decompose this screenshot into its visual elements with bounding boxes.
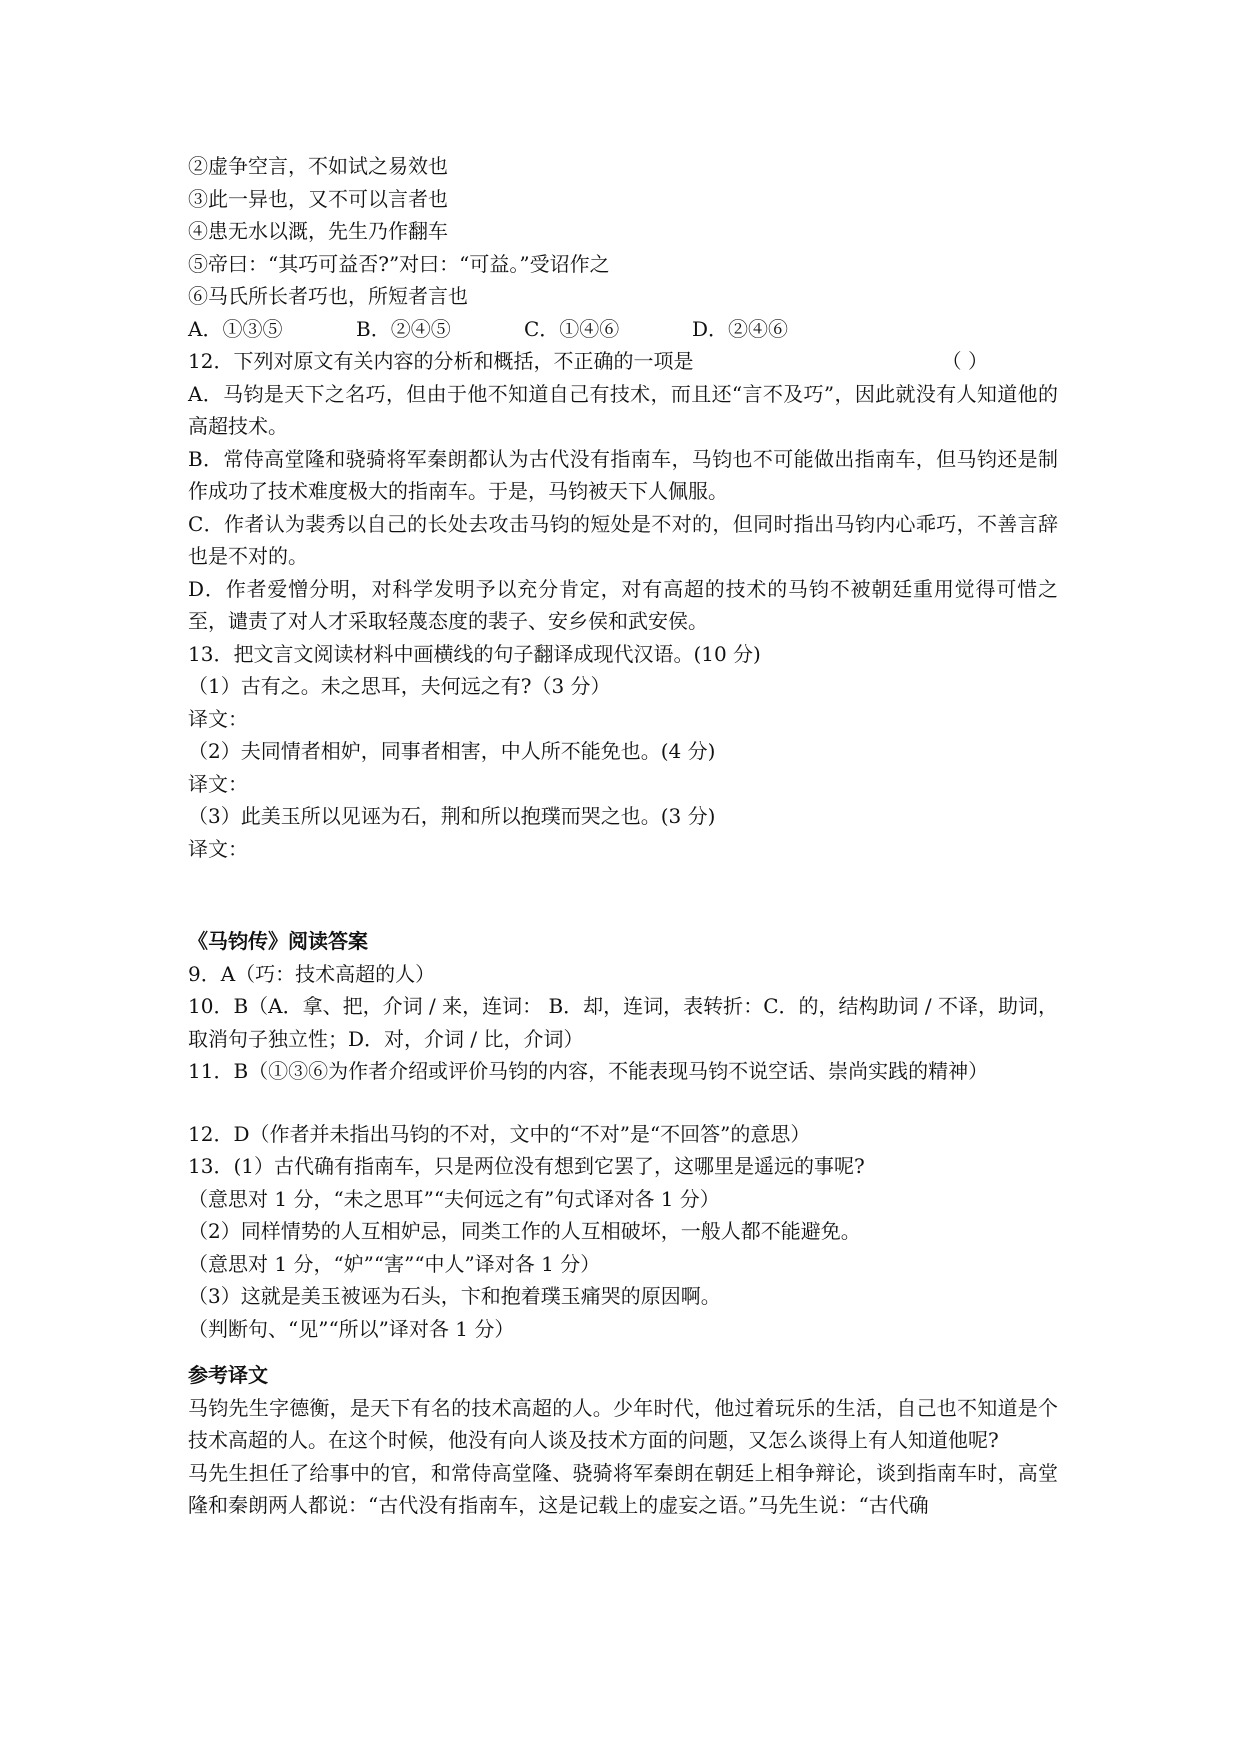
q11-item: ⑤帝曰：“其巧可益否?”对曰：“可益。”受诏作之 <box>188 251 610 276</box>
answer-13-line: 13．(1）古代确有指南车，只是两位没有想到它罢了，这哪里是遥远的事呢? <box>188 1154 865 1178</box>
spacer <box>188 1345 1058 1359</box>
translation-paragraph: 马钧先生字德衡，是天下有名的技术高超的人。少年时代，他过着玩乐的生活，自己也不知道是个技术高超的人。在这个时候，他没有向人谈及技术方面的问题，又怎么谈得上有人知道他呢? <box>188 1395 1058 1452</box>
translation-title: 参考译文 <box>188 1363 268 1387</box>
document-page <box>188 150 1058 1522</box>
q12-stem: 12．下列对原文有关内容的分析和概括，不正确的一项是 <box>188 349 694 373</box>
answer-12: 12．D（作者并未指出马钧的不对，文中的“不对”是“不回答”的意思） <box>188 1121 811 1146</box>
q11-choice-c: C．①④⑥ <box>524 316 620 341</box>
q12-option-d: D．作者爱憎分明，对科学发明予以充分肯定，对有高超的技术的马钧不被朝廷重用觉得可惜之至，谴责了对人才采取轻蔑态度的裴子、安乡侯和武安侯。 <box>188 576 1058 633</box>
answer-13-line: （意思对 1 分，“未之思耳”“夫何远之有”句式译对各 1 分） <box>188 1186 720 1211</box>
q11-item: ④患无水以溉，先生乃作翻车 <box>188 219 448 243</box>
q12-stem-row <box>188 345 1058 378</box>
q11-items <box>188 150 1058 313</box>
q11-choice-b: B．②④⑤ <box>356 316 451 341</box>
q13-sentence: （2）夫同情者相妒，同事者相害，中人所不能免也。(4 分) <box>188 739 716 763</box>
answer-13-line: （意思对 1 分，“妒”“害”“中人”译对各 1 分） <box>188 1251 601 1276</box>
spacer <box>188 1088 1058 1118</box>
q11-item: ③此一异也，又不可以言者也 <box>188 186 448 211</box>
q11-item: ⑥马氏所长者巧也，所短者言也 <box>188 284 468 308</box>
spacer <box>188 865 1058 925</box>
translation-label: 译文： <box>188 836 248 861</box>
q12-option-c: C．作者认为裴秀以自己的长处去攻击马钧的短处是不对的，但同时指出马钧内心乖巧，不善言辞也是不对的。 <box>188 511 1058 568</box>
q13-sentence: （1）古有之。未之思耳，夫何远之有?（3 分） <box>188 674 611 698</box>
translation-paragraph: 马先生担任了给事中的官，和常侍高堂隆、骁骑将军秦朗在朝廷上相争辩论，谈到指南车时，高堂隆和秦朗两人都说：“古代没有指南车，这是记载上的虚妄之语。”马先生说：“古代确 <box>188 1460 1058 1517</box>
translation-label: 译文： <box>188 706 248 731</box>
q11-choices <box>188 313 1058 346</box>
q13-sentence: （3）此美玉所以见诬为石，荆和所以抱璞而哭之也。(3 分) <box>188 804 716 828</box>
answer-13-line: （2）同样情势的人互相妒忌，同类工作的人互相破坏，一般人都不能避免。 <box>188 1219 861 1243</box>
q13-stem: 13．把文言文阅读材料中画横线的句子翻译成现代汉语。(10 分) <box>188 641 761 666</box>
answer-11: 11．B（①③⑥为作者介绍或评价马钧的内容，不能表现马钧不说空话、崇尚实践的精神） <box>188 1059 989 1083</box>
answers-title: 《马钧传》阅读答案 <box>188 929 368 953</box>
answer-13-line: （判断句、“见”“所以”译对各 1 分） <box>188 1316 515 1341</box>
q11-choice-a: A．①③⑤ <box>188 316 283 341</box>
answer-9: 9．A（巧：技术高超的人） <box>188 961 436 986</box>
q12-option-b: B．常侍高堂隆和骁骑将军秦朗都认为古代没有指南车，马钧也不可能做出指南车，但马钧还是制作成功了技术难度极大的指南车。于是，马钧被天下人佩服。 <box>188 446 1058 503</box>
q12-option-a: A．马钧是天下之名巧，但由于他不知道自己有技术，而且还“言不及巧”，因此就没有人知道他的高超技术。 <box>188 381 1058 438</box>
answer-13-line: （3）这就是美玉被诬为石头，卞和抱着璞玉痛哭的原因啊。 <box>188 1284 721 1308</box>
answer-bracket: （ ） <box>941 349 988 373</box>
q11-item: ②虚争空言，不如试之易效也 <box>188 154 448 178</box>
q11-choice-d: D．②④⑥ <box>692 316 789 341</box>
translation-label: 译文： <box>188 771 248 796</box>
answer-10: 10．B（A．拿、把，介词 / 来，连词： B．却，连词，表转折：C．的，结构助词 / 不译，助词，取消句子独立性；D．对，介词 / 比，介词） <box>188 994 1058 1051</box>
